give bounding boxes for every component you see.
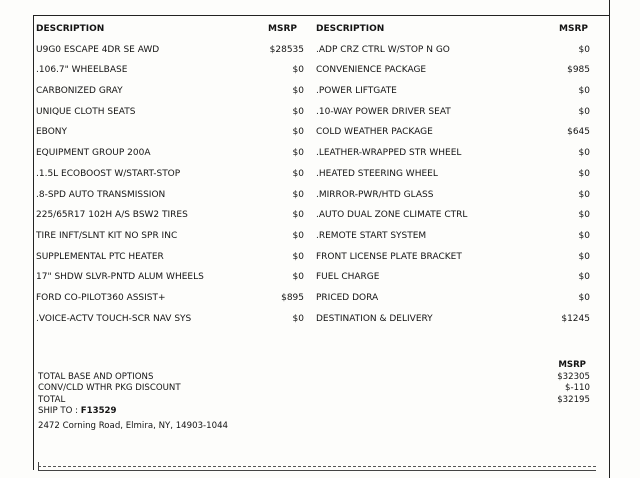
address-line xyxy=(38,421,590,433)
option-msrp: $0 xyxy=(292,251,304,262)
ship-to-code: F13529 xyxy=(80,406,117,417)
option-row xyxy=(34,231,304,252)
option-msrp: $0 xyxy=(578,251,590,262)
option-row xyxy=(34,272,304,293)
option-description: 17" SHDW SLVR-PNTD ALUM WHEELS xyxy=(36,272,204,283)
option-row xyxy=(314,231,590,252)
total-line-label: TOTAL xyxy=(38,394,66,405)
option-msrp: $0 xyxy=(292,86,304,97)
option-msrp: $0 xyxy=(578,148,590,159)
option-msrp: $0 xyxy=(292,127,304,138)
option-msrp: $1245 xyxy=(561,313,590,324)
option-msrp: $0 xyxy=(578,168,590,179)
option-row xyxy=(314,272,590,293)
left-options-column xyxy=(34,24,304,334)
option-description: .8-SPD AUTO TRANSMISSION xyxy=(36,189,166,200)
msrp-header: MSRP xyxy=(559,24,588,34)
option-msrp: $0 xyxy=(292,189,304,200)
option-msrp: $0 xyxy=(578,272,590,283)
right-column-header xyxy=(314,24,590,45)
option-description: .HEATED STEERING WHEEL xyxy=(316,168,438,179)
bottom-dashed-rule xyxy=(38,466,596,467)
option-description: FORD CO-PILOT360 ASSIST+ xyxy=(36,292,166,303)
option-row xyxy=(34,127,304,148)
option-row xyxy=(314,210,590,231)
option-msrp: $0 xyxy=(578,210,590,221)
option-description: FUEL CHARGE xyxy=(316,272,380,283)
option-row xyxy=(34,148,304,169)
option-row xyxy=(314,252,590,273)
option-msrp: $0 xyxy=(578,230,590,241)
option-description: .LEATHER-WRAPPED STR WHEEL xyxy=(316,148,462,159)
option-description: DESTINATION & DELIVERY xyxy=(316,313,433,324)
option-description: EQUIPMENT GROUP 200A xyxy=(36,148,151,159)
option-msrp: $0 xyxy=(292,210,304,221)
description-header: DESCRIPTION xyxy=(36,24,105,34)
ship-to xyxy=(38,406,117,416)
option-msrp: $0 xyxy=(292,272,304,283)
total-line xyxy=(38,395,590,407)
option-row xyxy=(314,127,590,148)
description-header: DESCRIPTION xyxy=(316,24,385,34)
option-description: .MIRROR-PWR/HTD GLASS xyxy=(316,189,434,200)
option-row xyxy=(314,148,590,169)
option-msrp: $0 xyxy=(578,86,590,97)
option-row xyxy=(34,45,304,66)
option-description: .ADP CRZ CTRL W/STOP N GO xyxy=(316,44,450,55)
total-line-value: $32305 xyxy=(557,371,590,382)
option-row xyxy=(34,65,304,86)
option-msrp: $0 xyxy=(578,106,590,117)
right-options-column xyxy=(314,24,590,334)
option-row xyxy=(34,190,304,211)
option-description: PRICED DORA xyxy=(316,292,379,303)
total-line-label: CONV/CLD WTHR PKG DISCOUNT xyxy=(38,383,181,394)
option-description: .VOICE-ACTV TOUCH-SCR NAV SYS xyxy=(36,313,192,324)
bottom-left-tick xyxy=(38,462,41,470)
option-description: .REMOTE START SYSTEM xyxy=(316,230,427,241)
option-description: .106.7" WHEELBASE xyxy=(36,65,128,76)
option-description: TIRE INFT/SLNT KIT NO SPR INC xyxy=(36,230,178,241)
option-msrp: $0 xyxy=(578,44,590,55)
option-msrp: $0 xyxy=(292,313,304,324)
total-line-value: $32195 xyxy=(557,394,590,405)
option-msrp: $645 xyxy=(567,127,590,138)
bottom-rule xyxy=(38,470,596,471)
option-msrp: $0 xyxy=(292,168,304,179)
option-row xyxy=(314,86,590,107)
option-msrp: $895 xyxy=(281,292,304,303)
option-row xyxy=(314,107,590,128)
option-row xyxy=(34,107,304,128)
option-description: .10-WAY POWER DRIVER SEAT xyxy=(316,106,451,117)
msrp-header: MSRP xyxy=(268,24,297,34)
option-description: UNIQUE CLOTH SEATS xyxy=(36,106,136,117)
option-row xyxy=(34,86,304,107)
option-row xyxy=(314,65,590,86)
option-description: COLD WEATHER PACKAGE xyxy=(316,127,433,138)
total-line xyxy=(38,383,590,395)
sheet-right-border xyxy=(609,0,610,478)
option-msrp: $985 xyxy=(567,65,590,76)
option-row xyxy=(34,252,304,273)
option-description: EBONY xyxy=(36,127,68,138)
option-msrp: $28535 xyxy=(269,44,304,55)
option-description: .AUTO DUAL ZONE CLIMATE CTRL xyxy=(316,210,468,221)
ship-to-address: 2472 Corning Road, Elmira, NY, 14903-1044 xyxy=(38,420,229,431)
left-column-header xyxy=(34,24,304,45)
option-msrp: $0 xyxy=(578,189,590,200)
option-msrp: $0 xyxy=(292,148,304,159)
option-row xyxy=(34,169,304,190)
totals-section xyxy=(38,360,590,433)
option-msrp: $0 xyxy=(578,292,590,303)
ship-to-label: SHIP TO : xyxy=(38,406,79,417)
option-description: 225/65R17 102H A/S BSW2 TIRES xyxy=(36,210,188,221)
total-line-value: $-110 xyxy=(565,383,590,394)
option-description: .1.5L ECOBOOST W/START-STOP xyxy=(36,168,181,179)
total-line-label: TOTAL BASE AND OPTIONS xyxy=(38,371,154,382)
option-msrp: $0 xyxy=(292,106,304,117)
totals-msrp-header-row xyxy=(38,360,590,372)
option-description: SUPPLEMENTAL PTC HEATER xyxy=(36,251,164,262)
option-msrp: $0 xyxy=(292,65,304,76)
total-line xyxy=(38,372,590,384)
option-row xyxy=(34,210,304,231)
option-row xyxy=(314,45,590,66)
option-row xyxy=(314,169,590,190)
option-row xyxy=(314,190,590,211)
option-row xyxy=(34,314,304,335)
option-description: CARBONIZED GRAY xyxy=(36,86,123,97)
option-row xyxy=(314,293,590,314)
sheet-top-border xyxy=(33,15,610,16)
option-row xyxy=(314,314,590,335)
option-description: FRONT LICENSE PLATE BRACKET xyxy=(316,251,462,262)
option-description: U9G0 ESCAPE 4DR SE AWD xyxy=(36,44,160,55)
option-description: CONVENIENCE PACKAGE xyxy=(316,65,427,76)
option-description: .POWER LIFTGATE xyxy=(316,86,397,97)
option-msrp: $0 xyxy=(292,230,304,241)
option-row xyxy=(34,293,304,314)
totals-msrp-header: MSRP xyxy=(558,360,586,370)
ship-to-line xyxy=(38,406,590,418)
